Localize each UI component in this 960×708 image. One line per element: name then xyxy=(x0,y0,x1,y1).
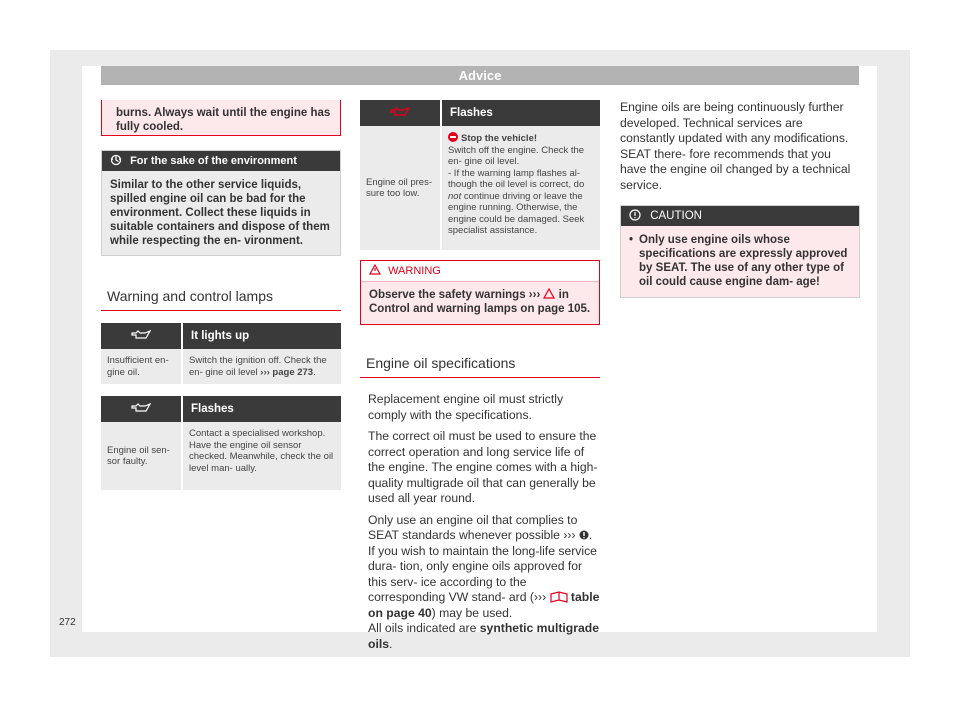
table-header-icon-cell xyxy=(360,100,441,126)
page-link[interactable]: ››› page 273 xyxy=(260,366,314,378)
table-cell-action: Contact a specialised workshop. Have the engine oil sensor checked. Meanwhile, check the oil level man- ually. xyxy=(182,422,341,490)
warning-box-title-bar xyxy=(361,261,599,282)
table-header-icon-cell xyxy=(101,396,182,422)
oil-can-icon xyxy=(131,327,151,344)
warning-text-pre: Observe the safety warnings ››› xyxy=(369,289,541,301)
bullet: • xyxy=(629,234,634,246)
table-header-icon-cell xyxy=(101,323,182,349)
warning-triangle-icon xyxy=(543,289,555,301)
oil-specs-body xyxy=(360,392,600,652)
table-header-label: Flashes xyxy=(182,396,341,422)
paragraph-emphasis: synthetic multigrade oils xyxy=(368,621,599,651)
action-text-b2: continue driving or leave the engine running. Otherwise, the engine could be damaged. Seek specialist assistance. xyxy=(448,190,585,236)
section-rule xyxy=(101,310,341,311)
table-cell-action xyxy=(182,349,341,384)
action-text-b1: - If the warning lamp flashes al- though the oil level is correct, do xyxy=(448,167,585,190)
left-column xyxy=(101,100,341,490)
warning-text-post: in Control and warning lamps on page 105. xyxy=(369,289,591,315)
recycle-icon xyxy=(110,155,130,167)
page-header: Advice xyxy=(101,66,859,85)
warning-box-title: WARNING xyxy=(388,265,441,277)
stop-label: Stop the vehicle! xyxy=(461,133,538,144)
section-warning-lamps xyxy=(101,288,341,311)
paragraph-part: All oils indicated are xyxy=(368,621,480,635)
right-paragraph: Engine oils are being continuously further developed. Technical services are constantly updated with any modifications. SEAT there- fore recommends that you have the engine oil changed by a technical service. xyxy=(620,100,851,192)
caution-box-title: CAUTION xyxy=(650,210,702,222)
action-text-a: Switch off the engine. Check the en- gine oil level. xyxy=(448,144,585,167)
environment-box-title-bar xyxy=(102,151,340,171)
table-cell-cause: Engine oil sen- sor faulty. xyxy=(101,422,182,490)
info-circle-icon xyxy=(579,528,589,542)
environment-box-title: For the sake of the environment xyxy=(130,155,297,167)
paragraph xyxy=(368,513,600,653)
environment-box xyxy=(101,150,341,256)
right-column xyxy=(620,100,860,298)
table-cell-cause: Insufficient en- gine oil. xyxy=(101,349,182,384)
section-rule xyxy=(360,377,600,378)
caution-box-content xyxy=(621,226,859,297)
paragraph: The correct oil must be used to ensure the correct operation and long service life of the engine. The engine comes with a high-quality multigrade oil that can generally be used all year round. xyxy=(368,429,598,505)
action-text: Switch the ignition off. Check the en- gine oil level xyxy=(189,355,327,378)
table-link[interactable]: table on page 40 xyxy=(368,590,600,620)
section-title-warning-lamps: Warning and control lamps xyxy=(107,288,274,304)
warning-box-text xyxy=(361,282,599,324)
action-text-end: . xyxy=(313,366,316,378)
warning-continuation-box xyxy=(101,100,341,136)
paragraph-part: . If you wish to maintain the long-life service dura- tion, only engine oils approved for this serv- ice according to the corresponding VW stand- ard (››› xyxy=(368,528,597,604)
action-text-emphasis: not xyxy=(448,190,462,202)
warning-box xyxy=(360,260,600,325)
caution-box xyxy=(620,205,860,298)
table-cell-cause: Engine oil pres- sure too low. xyxy=(360,126,441,250)
book-icon xyxy=(550,590,568,604)
section-oil-specs xyxy=(360,355,600,378)
table-cell-action xyxy=(441,126,600,250)
caution-box-text: Only use engine oils whose specifications are expressly approved by SEAT. The use of any other type of oil could cause engine dam- age! xyxy=(639,234,848,288)
middle-column xyxy=(360,100,600,658)
section-title-oil-specs: Engine oil specifications xyxy=(366,355,516,371)
action-text-b xyxy=(448,168,596,237)
warning-triangle-icon xyxy=(369,265,388,277)
table-header-label: It lights up xyxy=(182,323,341,349)
page-number: 272 xyxy=(59,617,76,628)
warning-continuation-text: burns. Always wait until the engine has fully cooled. xyxy=(116,107,331,133)
stop-icon xyxy=(448,132,458,142)
lamp-table-flashes-pressure xyxy=(360,100,600,250)
paragraph-part: ) may be used. xyxy=(431,605,513,620)
environment-box-text: Similar to the other service liquids, spilled engine oil can be bad for the environment. Collect these liquids in suitable containers and dispose of them while respecting the en- vironment. xyxy=(110,179,330,247)
paragraph-part: . xyxy=(389,636,393,651)
lamp-table-lights-up xyxy=(101,323,341,384)
paragraph-part: Only use an engine oil that complies to SEAT standards whenever possible ››› xyxy=(368,512,578,542)
oil-can-icon xyxy=(390,104,410,121)
table-header-label: Flashes xyxy=(441,100,600,126)
caution-box-title-bar xyxy=(621,206,859,226)
paragraph: Replacement engine oil must strictly comply with the specifications. xyxy=(368,392,564,422)
info-circle-icon xyxy=(629,210,650,222)
oil-can-icon xyxy=(131,400,151,417)
lamp-table-flashes-sensor xyxy=(101,396,341,490)
